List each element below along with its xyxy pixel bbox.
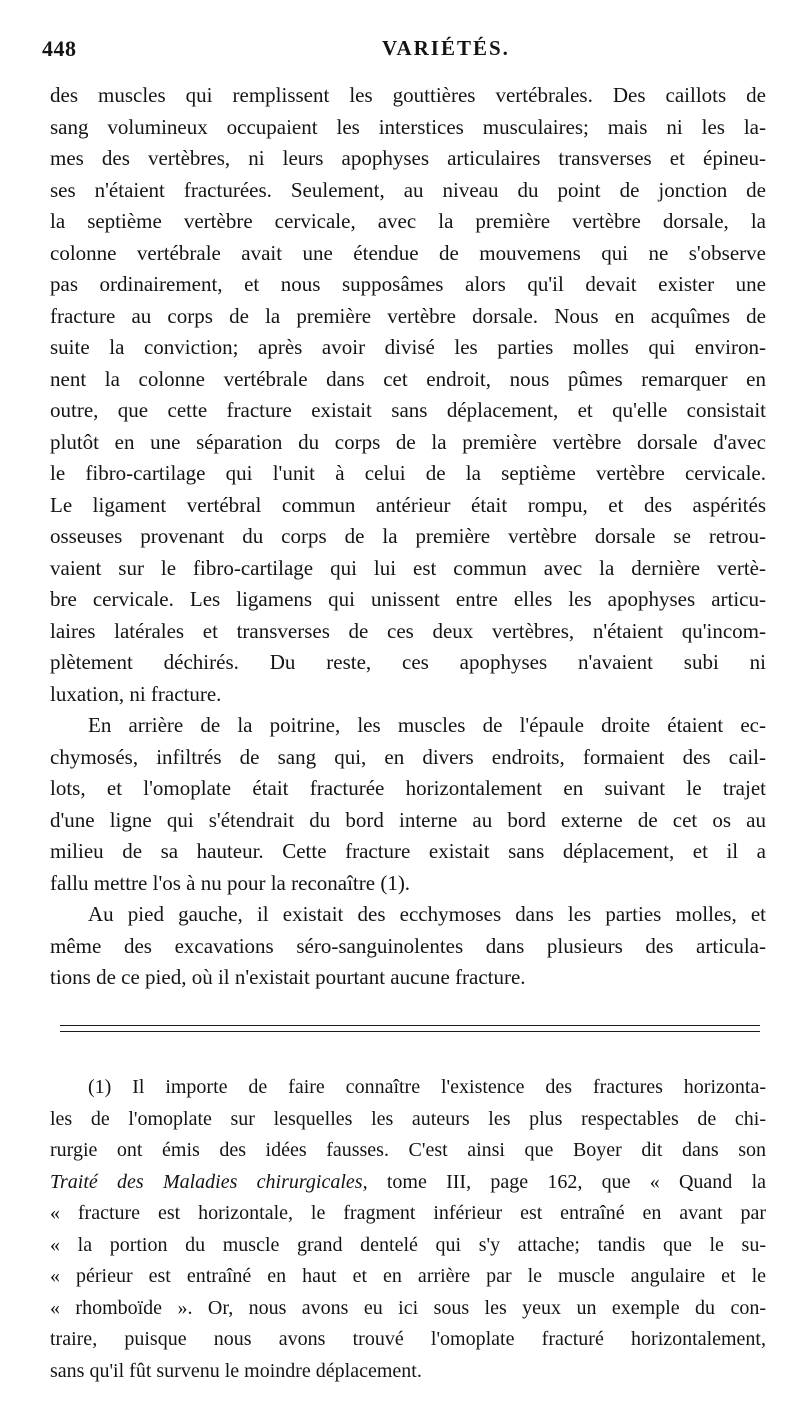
running-head: VARIÉTÉS. [382, 36, 510, 60]
text-line: suite la conviction; après avoir divisé les parties molles qui environ- [50, 335, 766, 359]
footnote-separator-rule [60, 1031, 760, 1032]
footnote-line [50, 1072, 766, 1104]
footnote-line: traire, puisque nous avons trouvé l'omoplate fracturé horizontalement, [50, 1328, 766, 1350]
text-line: sang volumineux occupaient les interstices musculaires; mais ni les la- [50, 114, 766, 139]
text-line: la septième vertèbre cervicale, avec la première vertèbre dorsale, la [50, 209, 766, 233]
body-text [50, 80, 766, 994]
footnote-line: « rhomboïde ». Or, nous avons eu ici sous les yeux un exemple du con- [50, 1296, 766, 1319]
text-line: bre cervicale. Les ligamens qui unissent entre elles les apophyses articu- [50, 587, 766, 611]
footnote-marker: (1) [88, 1076, 112, 1098]
footnote-text: tome III, page 162, que « Quand la [367, 1170, 767, 1193]
text-line: chymosés, infiltrés de sang qui, en divers endroits, formaient des cail- [50, 744, 766, 769]
text-line: plètement déchirés. Du reste, ces apophyses n'avaient subi ni [50, 650, 766, 674]
text-line: vaient sur le fibro-cartilage qui lui est commun avec la dernière vertè- [50, 555, 766, 580]
page-header [42, 36, 762, 66]
footnote-separator-rule [60, 1025, 760, 1026]
footnote [50, 1072, 766, 1387]
text-line: outre, que cette fracture existait sans déplacement, et qu'elle consistait [50, 398, 766, 422]
footnote-line: « périeur est entraîné en haut et en arrière par le muscle angulaire et le [50, 1265, 766, 1287]
footnote-text: Il importe de faire connaître l'existence des fractures horizonta- [111, 1076, 766, 1098]
paragraph-start-line: En arrière de la poitrine, les muscles de l'épaule droite étaient ec- [88, 713, 766, 737]
text-line: fracture au corps de la première vertèbre dorsale. Nous en acquîmes de [50, 303, 766, 328]
text-line: Le ligament vertébral commun antérieur était rompu, et des aspérités [50, 492, 766, 517]
cited-work-title: Traité des Maladies chirurgicales, [50, 1170, 368, 1193]
text-line: fallu mettre l'os à nu pour la reconaître (1). [50, 870, 411, 895]
text-line: colonne vertébrale avait une étendue de mouvemens qui ne s'observe [50, 240, 766, 265]
text-line: osseuses provenant du corps de la première vertèbre dorsale se retrou- [50, 524, 766, 548]
text-line: tions de ce pied, où il n'existait pourtant aucune fracture. [50, 965, 526, 989]
footnote-line: sans qu'il fût survenu le moindre déplacement. [50, 1359, 422, 1382]
footnote-line: « fracture est horizontale, le fragment inférieur est entraîné en avant par [50, 1202, 766, 1224]
text-line: ses n'étaient fracturées. Seulement, au niveau du point de jonction de [50, 177, 766, 202]
footnote-line [50, 1167, 766, 1199]
text-line: laires latérales et transverses de ces deux vertèbres, n'étaient qu'incom- [50, 618, 766, 643]
footnote-line: rurgie ont émis des idées fausses. C'est ainsi que Boyer dit dans son [50, 1139, 766, 1161]
text-line: milieu de sa hauteur. Cette fracture existait sans déplacement, et il a [50, 839, 766, 863]
text-line: le fibro-cartilage qui l'unit à celui de la septième vertèbre cervicale. [50, 461, 766, 485]
text-line: plutôt en une séparation du corps de la première vertèbre dorsale d'avec [50, 429, 766, 454]
text-line: même des excavations séro-sanguinolentes dans plusieurs des articula- [50, 933, 766, 958]
text-line: pas ordinairement, et nous supposâmes alors qu'il devait exister une [50, 272, 766, 296]
paragraph-start-line: Au pied gauche, il existait des ecchymoses dans les parties molles, et [88, 902, 766, 926]
text-line: mes des vertèbres, ni leurs apophyses articulaires transverses et épineu- [50, 146, 766, 170]
footnote-line: « la portion du muscle grand dentelé qui s'y attache; tandis que le su- [50, 1233, 766, 1256]
text-line: des muscles qui remplissent les gouttières vertébrales. Des caillots de [50, 83, 766, 107]
text-line: d'une ligne qui s'étendrait du bord interne au bord externe de cet os au [50, 807, 766, 832]
page-number: 448 [42, 36, 77, 61]
text-line: luxation, ni fracture. [50, 681, 222, 706]
text-line: nent la colonne vertébrale dans cet endroit, nous pûmes remarquer en [50, 366, 766, 391]
footnote-line: les de l'omoplate sur lesquelles les auteurs les plus respectables de chi- [50, 1107, 766, 1130]
text-line: lots, et l'omoplate était fracturée horizontalement en suivant le trajet [50, 776, 766, 800]
